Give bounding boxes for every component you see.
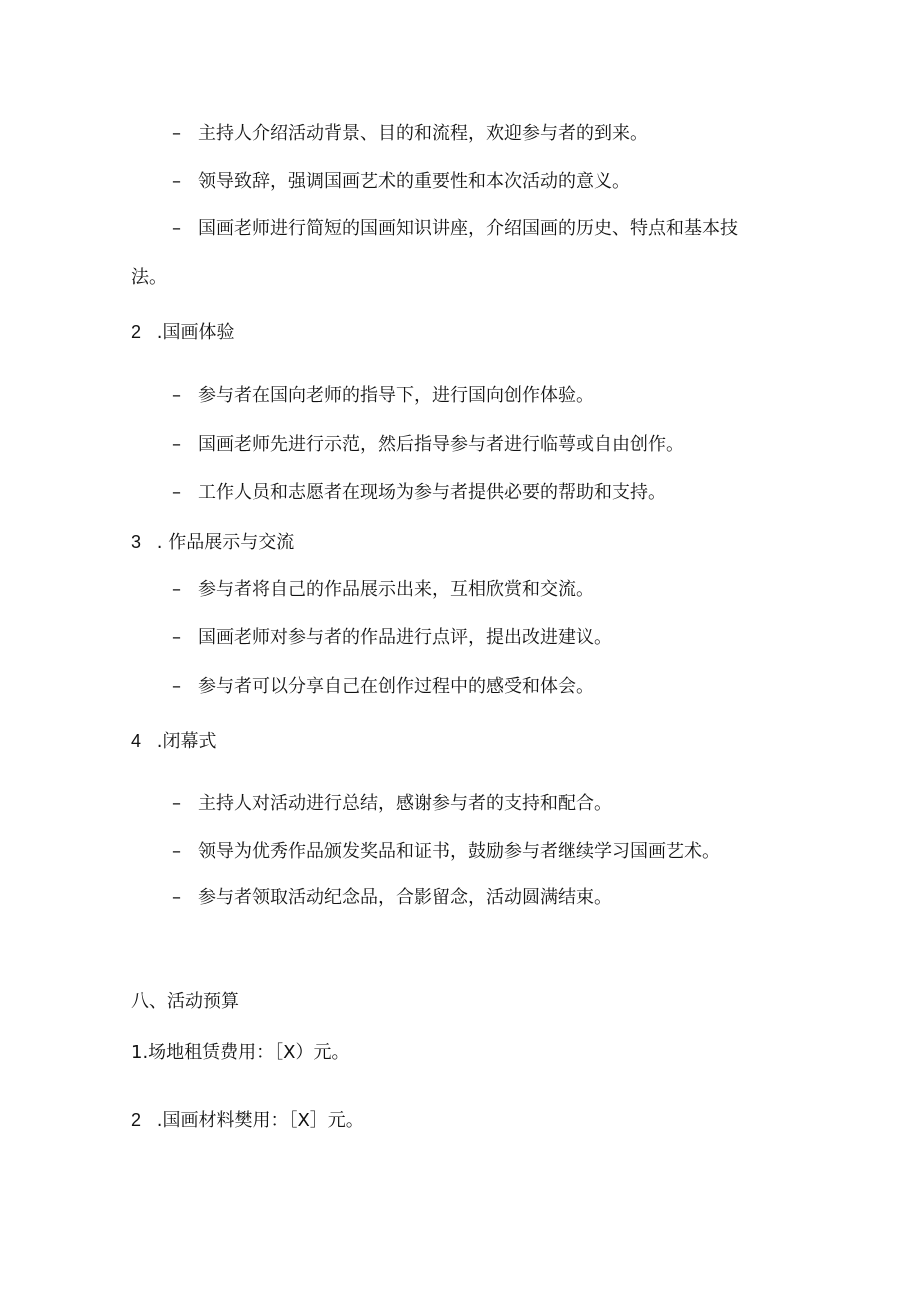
- bullet-dash: –: [172, 793, 181, 814]
- budget-item: [131, 1108, 364, 1133]
- list-item: [172, 792, 612, 816]
- section-title: . 作品展示与交流: [156, 532, 295, 553]
- list-item-text: 国画老师进行简短的国画知识讲座，介绍国画的历史、特点和基本技: [198, 218, 738, 239]
- bullet-dash: –: [172, 627, 181, 648]
- list-item: [172, 122, 648, 146]
- budget-item-number: 2: [131, 1110, 142, 1130]
- list-item-continuation: [131, 266, 167, 290]
- list-item-text: 工作人员和志愿者在现场为参与者提供必要的帮助和支持。: [198, 482, 666, 503]
- section-title: .国画体验: [156, 322, 235, 343]
- section-number: 4: [131, 731, 142, 751]
- list-item: [172, 170, 630, 194]
- section-heading: [131, 530, 294, 555]
- list-item-text: 参与者可以分享自己在创作过程中的感受和体会。: [198, 676, 594, 697]
- list-item: [172, 578, 594, 602]
- bullet-dash: –: [172, 171, 181, 192]
- bullet-dash: –: [172, 218, 181, 239]
- list-item-text: 国画老师对参与者的作品进行点评，提出改进建议。: [198, 627, 612, 648]
- list-item-text: 参与者在国向老师的指导下，进行国向创作体验。: [198, 385, 594, 406]
- budget-heading: 八、活动预算: [131, 991, 239, 1012]
- bullet-dash: –: [172, 434, 181, 455]
- list-item-text: 领导致辞，强调国画艺术的重要性和本次活动的意义。: [198, 171, 630, 192]
- list-item-text: 国画老师先进行示范，然后指导参与者进行临萼或自由创作。: [198, 434, 684, 455]
- list-item: [172, 626, 612, 650]
- list-item-text: 法。: [131, 267, 167, 288]
- list-item: [172, 840, 720, 864]
- section-number: 2: [131, 322, 142, 342]
- list-item-text: 主持人对活动进行总结，感谢参与者的支持和配合。: [198, 793, 612, 814]
- section-title: .闭幕式: [156, 731, 217, 752]
- section-heading: [131, 729, 216, 754]
- list-item-text: 主持人介绍活动背景、目的和流程，欢迎参与者的到来。: [198, 123, 648, 144]
- list-item-text: 领导为优秀作品颁发奖品和证书，鼓励参与者继续学习国画艺术。: [198, 841, 720, 862]
- list-item: [172, 675, 594, 699]
- section-number: 3: [131, 532, 142, 552]
- list-item-text: 参与者领取活动纪念品，合影留念，活动圆满结束。: [198, 887, 612, 908]
- bullet-dash: –: [172, 385, 181, 406]
- budget-item-text: .国画材料樊用：［X］元。: [156, 1110, 364, 1131]
- bullet-dash: –: [172, 123, 181, 144]
- budget-item: [131, 1041, 350, 1065]
- bullet-dash: –: [172, 482, 181, 503]
- list-item: [172, 433, 684, 457]
- list-item: [172, 481, 666, 505]
- bullet-dash: –: [172, 676, 181, 697]
- list-item: [172, 886, 612, 910]
- list-item: [172, 217, 738, 241]
- section-heading: [131, 320, 234, 345]
- bullet-dash: –: [172, 887, 181, 908]
- bullet-dash: –: [172, 579, 181, 600]
- budget-item-text: 1.场地租赁费用：［X）元。: [131, 1042, 350, 1063]
- list-item-text: 参与者将自己的作品展示出来，互相欣赏和交流。: [198, 579, 594, 600]
- list-item: [172, 384, 594, 408]
- bullet-dash: –: [172, 841, 181, 862]
